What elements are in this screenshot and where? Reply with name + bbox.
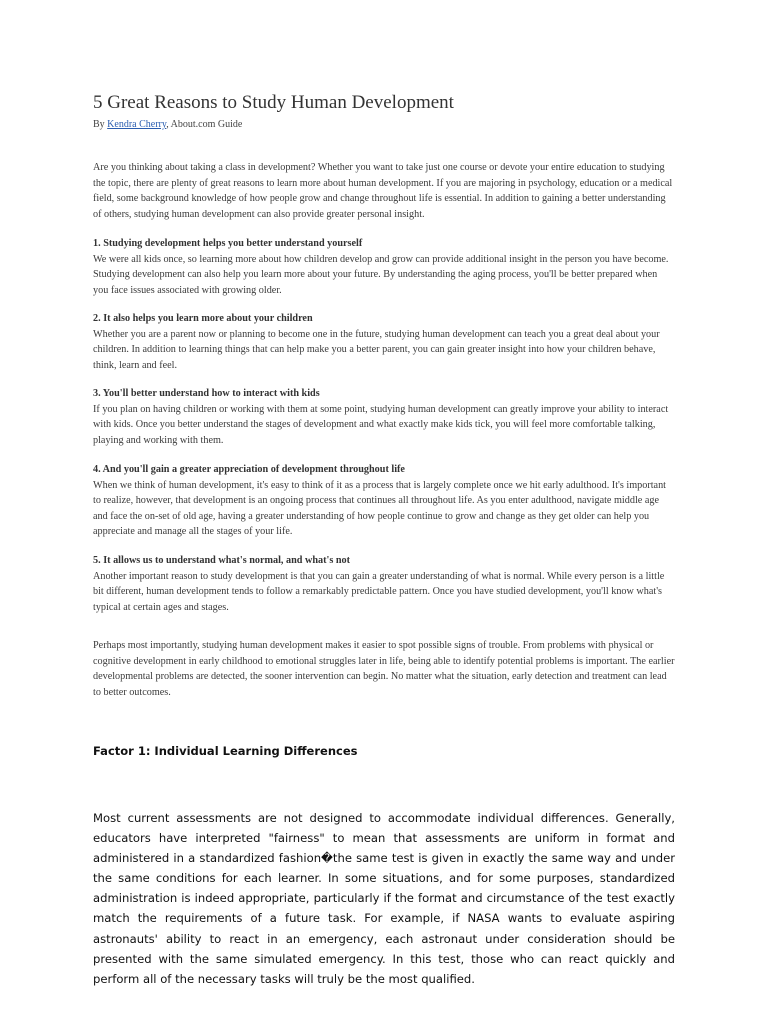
intro-paragraph: Are you thinking about taking a class in development? Whether you want to take just one course or devote your entire education to studying the topic, there are plenty of great reasons to learn more about human development. If you are majoring in psychology, education or a medical field, some background knowledge of how people grow and change throughout life is essential. In addition to gaining a better understanding of others, studying human development can also provide greater personal insight.	[93, 162, 673, 220]
reason-body: Whether you are a parent now or planning to become one in the future, studying human development can teach you a great deal about your children. In addition to learning things that can help make you a better parent, you can gain greater insight into how your children behave, think, learn and feel.	[93, 328, 660, 371]
article-title: 5 Great Reasons to Study Human Development	[93, 92, 454, 113]
factor-body: Most current assessments are not designed to accommodate individual differences. Generally, educators have interpreted "fairness" to mean that assessments are uniform in format and administered in a standardized fashion�the same test is given in exactly the same way and under the same conditions for each learner. In some situations, and for some purposes, standardized administration is indeed appropriate, particularly if the format and circumstance of the test exactly match the requirements of a future task. For example, if NASA wants to evaluate aspiring astronauts' ability to react in an emergency, each astronaut under consideration should be presented with the same simulated emergency. In this test, those who can react quickly and perform all of the necessary tasks will truly be the most qualified.	[93, 811, 675, 986]
byline	[93, 119, 242, 130]
reason-heading: 1. Studying development helps you better understand yourself	[93, 238, 363, 249]
reason-2	[93, 311, 675, 373]
byline-prefix: By	[93, 119, 108, 130]
reason-heading: 5. It allows us to understand what's normal, and what's not	[93, 555, 351, 566]
reason-heading: 4. And you'll gain a greater appreciation of development throughout life	[93, 464, 405, 475]
author-link[interactable]: Kendra Cherry	[107, 119, 167, 130]
closing-paragraph: Perhaps most importantly, studying human development makes it easier to spot possible signs of trouble. From problems with physical or cognitive development in early childhood to emotional struggles later in life, being able to identify potential problems is important. The earlier developmental problems are detected, the sooner intervention can begin. No matter what the situation, early detection and treatment can lead to better outcomes.	[93, 640, 675, 698]
reason-body: Another important reason to study development is that you can gain a greater understanding of what is normal. While every person is a little bit different, human development tends to follow a remarkably predictable pattern. Once you have studied development, you'll know what's typical at certain ages and stages.	[93, 570, 665, 613]
reason-heading: 2. It also helps you learn more about your children	[93, 313, 313, 324]
reason-body: We were all kids once, so learning more about how children develop and grow can provide additional insight in the person you have become. Studying development can also help you learn more about your future. By understanding the aging process, you'll be better prepared when you face issues associated with growing older.	[93, 253, 669, 296]
reason-heading: 3. You'll better understand how to interact with kids	[93, 388, 320, 399]
reason-1	[93, 236, 675, 298]
reason-body: If you plan on having children or working with them at some point, studying human development can greatly improve your ability to interact with kids. Once you better understand the stages of development and what exactly make kids tick, you will feel more comfortable talking, playing and working with them.	[93, 403, 669, 446]
byline-suffix: , About.com Guide	[166, 119, 243, 130]
reason-body: When we think of human development, it's easy to think of it as a process that is largely complete once we hit early adulthood. It's important to realize, however, that development is an ongoing process that continues all throughout life. As you enter adulthood, navigate middle age and face the on-set of old age, having a greater understanding of how people continue to grow and change as they get older can help you appreciate and manage all the stages of your life.	[93, 479, 666, 538]
factor-heading: Factor 1: Individual Learning Differences	[93, 744, 358, 758]
reason-4	[93, 462, 675, 540]
reason-5	[93, 553, 675, 615]
reason-3	[93, 386, 675, 448]
